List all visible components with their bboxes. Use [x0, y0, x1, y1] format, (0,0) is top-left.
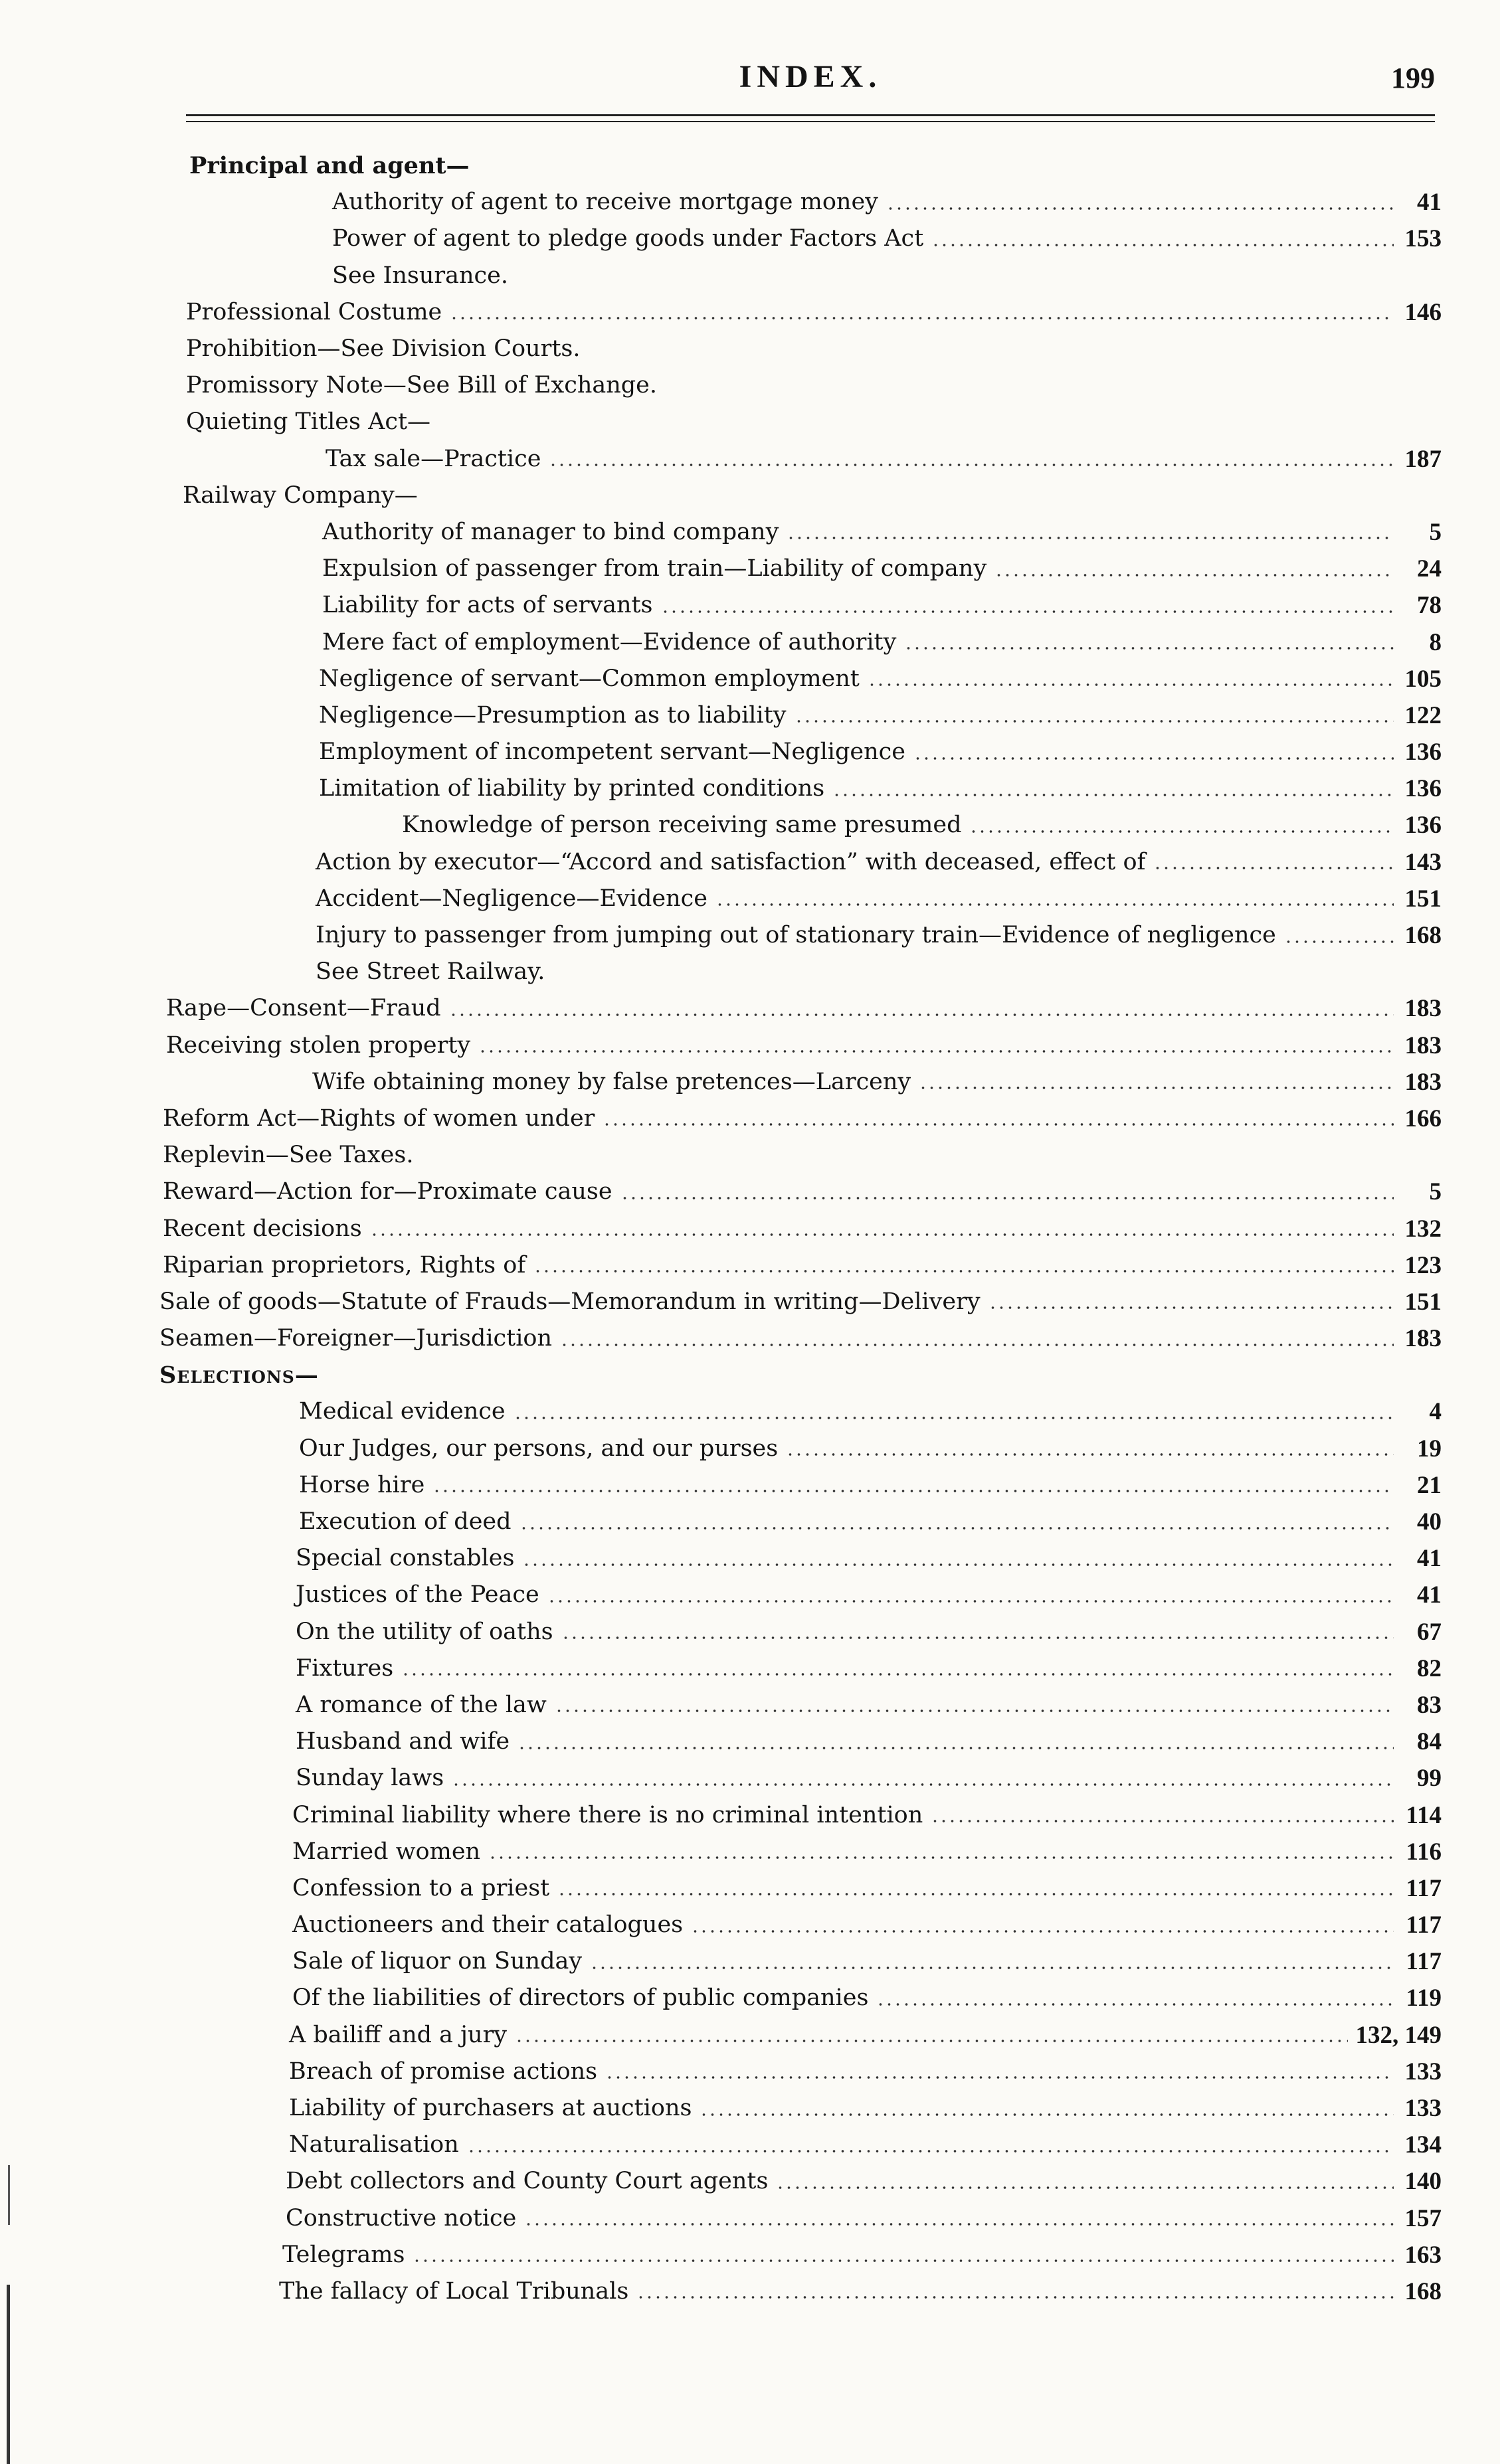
entry-page-number: 82: [1417, 1654, 1442, 1682]
entry-text: Railway Company—: [183, 482, 418, 509]
index-entry: [159, 1540, 1442, 1577]
index-entry: [159, 1614, 1442, 1650]
entry-page-number: 83: [1417, 1691, 1442, 1719]
entry-page-number: 146: [1404, 298, 1442, 326]
dot-leader: [795, 719, 1394, 723]
index-entry: [159, 917, 1442, 954]
entry-text: Rape—Consent—Fraud: [166, 995, 441, 1022]
index-entry: [159, 1320, 1442, 1357]
entry-text: Recent decisions: [163, 1215, 362, 1242]
index-entry: [159, 1393, 1442, 1430]
entry-text: Husband and wife: [296, 1728, 510, 1755]
dot-leader: [931, 1819, 1394, 1823]
entry-page-number: 21: [1417, 1471, 1442, 1499]
entry-text: Professional Costume: [186, 298, 442, 325]
entry-text: The fallacy of Local Tribunals: [279, 2277, 629, 2305]
entry-page-number: 114: [1406, 1801, 1442, 1829]
index-entry: [159, 990, 1442, 1027]
index-entry: [159, 1247, 1442, 1284]
entry-page-number: 117: [1406, 1874, 1442, 1902]
dot-leader: [636, 2295, 1394, 2299]
page-header: [186, 58, 1435, 105]
entry-text: Medical evidence: [299, 1398, 506, 1425]
dot-leader: [919, 1086, 1394, 1090]
entry-text: Negligence of servant—Common employment: [319, 665, 860, 692]
entry-text: Justices of the Peace: [296, 1581, 539, 1609]
entry-text: Liability for acts of servants: [322, 592, 653, 619]
dot-leader: [786, 1452, 1394, 1456]
entry-text: Horse hire: [299, 1471, 425, 1498]
index-entry: [159, 1797, 1442, 1833]
index-entry: [159, 661, 1442, 697]
dot-leader: [913, 756, 1394, 760]
dot-leader: [432, 1489, 1394, 1493]
entry-page-number: 4: [1429, 1398, 1442, 1426]
dot-leader: [661, 610, 1394, 614]
index-entry: [159, 770, 1442, 807]
entry-page-number: 183: [1404, 995, 1442, 1023]
dot-leader: [868, 683, 1394, 687]
entry-page-number: 134: [1404, 2131, 1442, 2159]
dot-leader: [549, 463, 1394, 467]
entry-page-number: 136: [1404, 739, 1442, 766]
entry-text: A bailiff and a jury: [289, 2021, 508, 2048]
entry-text: Seamen—Foreigner—Jurisdiction: [159, 1325, 553, 1352]
entry-text: Accident—Negligence—Evidence: [316, 885, 707, 912]
entry-page-number: 123: [1404, 1251, 1442, 1279]
index-entry: [159, 697, 1442, 734]
dot-leader: [413, 2259, 1394, 2263]
entry-text: Execution of deed: [299, 1508, 512, 1536]
index-entry: [159, 441, 1442, 478]
index-entry: [159, 2163, 1442, 2200]
dot-leader: [517, 1746, 1394, 1750]
entry-page-number: 41: [1417, 189, 1442, 217]
entry-text: Sale of liquor on Sunday: [292, 1948, 583, 1975]
index-entry: [159, 1137, 1442, 1174]
entry-page-number: 67: [1417, 1618, 1442, 1646]
dot-leader: [776, 2186, 1394, 2190]
index-entry: [159, 2054, 1442, 2090]
dot-leader: [1284, 940, 1394, 944]
entry-text: Criminal liability where there is no criminal intention: [292, 1801, 923, 1828]
entry-text: Special constables: [296, 1545, 515, 1572]
entry-page-number: 163: [1404, 2241, 1442, 2269]
index-entry: [159, 1723, 1442, 1760]
dot-leader: [787, 536, 1394, 540]
entry-text: Injury to passenger from jumping out of stationary train—Evidence of negligence: [316, 922, 1276, 949]
index-entry: [159, 147, 1442, 184]
index-entry: [159, 881, 1442, 917]
index-entry: [159, 1907, 1442, 1943]
index-entry: [159, 2017, 1442, 2054]
entry-page-number: 153: [1404, 225, 1442, 253]
dot-leader: [1153, 866, 1394, 870]
index-entry: [159, 1870, 1442, 1907]
dot-leader: [547, 1599, 1394, 1603]
index-entry: [159, 404, 1442, 440]
dot-leader: [524, 2222, 1394, 2226]
entry-page-number: 116: [1406, 1838, 1442, 1866]
dot-leader: [467, 2149, 1394, 2153]
index-entry: [159, 1431, 1442, 1467]
dot-leader: [557, 1892, 1394, 1896]
index-entry: [159, 220, 1442, 257]
entry-text: Promissory Note—See Bill of Exchange.: [186, 372, 658, 399]
dot-leader: [969, 830, 1394, 834]
dot-leader: [560, 1343, 1394, 1347]
entry-text: Debt collectors and County Court agents: [286, 2168, 769, 2195]
entry-page-number: 183: [1404, 1031, 1442, 1059]
entry-text: See Insurance.: [332, 262, 508, 289]
index-entry: [159, 1980, 1442, 2016]
entry-text: Receiving stolen property: [166, 1031, 471, 1059]
index-entry: [159, 587, 1442, 624]
entry-page-number: 41: [1417, 1581, 1442, 1609]
entry-page-number: 40: [1417, 1508, 1442, 1536]
entry-page-number: 117: [1406, 1948, 1442, 1976]
entry-text: Employment of incompetent servant—Negligence: [319, 739, 905, 766]
entry-text: Our Judges, our persons, and our purses: [299, 1435, 779, 1462]
index-entry: [159, 2127, 1442, 2163]
dot-leader: [401, 1672, 1394, 1676]
dot-leader: [449, 1013, 1394, 1017]
entry-page-number: 99: [1417, 1765, 1442, 1793]
entry-page-number: 41: [1417, 1545, 1442, 1573]
dot-leader: [519, 1526, 1394, 1530]
dot-leader: [590, 1966, 1394, 1970]
entry-text: Sunday laws: [296, 1765, 444, 1792]
dot-leader: [691, 1929, 1394, 1933]
index-entry: [159, 1687, 1442, 1723]
entry-text: Selections—: [159, 1362, 319, 1389]
index-entry: [159, 184, 1442, 220]
header-rule-bottom: [186, 121, 1435, 122]
entry-page-number: 133: [1404, 2095, 1442, 2123]
dot-leader: [478, 1049, 1394, 1053]
entry-page-number: 105: [1404, 665, 1442, 693]
entry-text: Principal and agent—: [189, 152, 470, 180]
index-entry: [159, 294, 1442, 331]
entry-text: Reform Act—Rights of women under: [163, 1104, 595, 1132]
entry-page-number: 5: [1429, 518, 1442, 546]
dot-leader: [715, 903, 1394, 907]
dot-leader: [876, 2002, 1394, 2006]
entry-page-number: 166: [1404, 1104, 1442, 1132]
entry-page-number: 143: [1404, 848, 1442, 876]
page-title: INDEX.: [739, 59, 882, 94]
index-entry: [159, 1504, 1442, 1540]
index-entry: [159, 2200, 1442, 2237]
entry-text: Constructive notice: [286, 2204, 517, 2232]
entry-text: Expulsion of passenger from train—Liability of company: [322, 555, 987, 582]
page-number: 199: [1391, 62, 1435, 94]
entry-text: On the utility of oaths: [296, 1618, 553, 1645]
index-entry: [159, 2237, 1442, 2273]
dot-leader: [488, 1856, 1394, 1860]
index-entry: [159, 1100, 1442, 1137]
index-entry: [159, 1357, 1442, 1393]
entry-text: Telegrams: [282, 2241, 405, 2268]
entry-text: Naturalisation: [289, 2131, 459, 2158]
index-entry: [159, 2090, 1442, 2127]
entry-text: Riparian proprietors, Rights of: [163, 1251, 526, 1278]
dot-leader: [452, 1783, 1394, 1787]
index-entry: [159, 2273, 1442, 2310]
entry-text: Confession to a priest: [292, 1874, 550, 1901]
dot-leader: [988, 1306, 1394, 1310]
entry-text: Authority of manager to bind company: [322, 518, 779, 545]
dot-leader: [931, 243, 1394, 247]
margin-scan-mark: [8, 2165, 10, 2225]
entry-text: Wife obtaining money by false pretences—Larceny: [312, 1068, 911, 1095]
entry-page-number: 132, 149: [1355, 2021, 1442, 2049]
header-rule-top: [186, 114, 1435, 116]
entry-text: Sale of goods—Statute of Frauds—Memorandum in writing—Delivery: [159, 1288, 981, 1315]
entry-page-number: 183: [1404, 1325, 1442, 1353]
entry-text: Replevin—See Taxes.: [163, 1142, 414, 1169]
index-entry: [159, 1467, 1442, 1504]
entry-text: A romance of the law: [296, 1691, 547, 1718]
entry-text: Tax sale—Practice: [326, 445, 541, 472]
index-entry: [159, 1760, 1442, 1797]
entry-page-number: 8: [1429, 628, 1442, 656]
dot-leader: [370, 1233, 1394, 1237]
entry-page-number: 140: [1404, 2168, 1442, 2196]
index-entry: [159, 367, 1442, 404]
index-entry: [159, 1064, 1442, 1100]
index-entry: [159, 514, 1442, 551]
dot-leader: [904, 646, 1394, 650]
dot-leader: [603, 1122, 1394, 1126]
dot-leader: [620, 1196, 1394, 1200]
margin-scan-edge: [7, 2285, 10, 2464]
entry-page-number: 78: [1417, 592, 1442, 620]
entry-text: Limitation of liability by printed conditions: [319, 775, 825, 802]
entry-text: Auctioneers and their catalogues: [292, 1911, 684, 1939]
entry-text: Authority of agent to receive mortgage money: [332, 189, 878, 216]
index-entry: [159, 624, 1442, 660]
dot-leader: [700, 2113, 1394, 2117]
entry-text: Reward—Action for—Proximate cause: [163, 1178, 612, 1205]
index-entry: [159, 1834, 1442, 1870]
entry-page-number: 122: [1404, 701, 1442, 729]
entry-page-number: 151: [1404, 1288, 1442, 1316]
entry-page-number: 117: [1406, 1911, 1442, 1939]
entry-page-number: 136: [1404, 812, 1442, 839]
entry-text: Power of agent to pledge goods under Factors Act: [332, 225, 924, 252]
index-entry: [159, 1284, 1442, 1320]
entry-page-number: 136: [1404, 775, 1442, 803]
entry-text: Breach of promise actions: [289, 2058, 598, 2085]
entry-text: Liability of purchasers at auctions: [289, 2095, 692, 2122]
index-entry: [159, 954, 1442, 990]
dot-leader: [515, 2039, 1347, 2043]
entry-page-number: 151: [1404, 885, 1442, 913]
index-entry: [159, 1650, 1442, 1687]
index-entry: [159, 478, 1442, 514]
dot-leader: [994, 573, 1394, 577]
index-entry: [159, 551, 1442, 587]
index-entry: [159, 844, 1442, 881]
index-entry: [159, 807, 1442, 843]
entry-page-number: 19: [1417, 1435, 1442, 1462]
dot-leader: [533, 1269, 1394, 1273]
entry-text: Married women: [292, 1838, 481, 1865]
entry-page-number: 5: [1429, 1178, 1442, 1206]
index-entry: [159, 734, 1442, 770]
dot-leader: [886, 207, 1394, 211]
entry-text: Of the liabilities of directors of public companies: [292, 1984, 869, 2012]
entry-page-number: 119: [1406, 1984, 1442, 2012]
entry-page-number: 24: [1417, 555, 1442, 583]
dot-leader: [514, 1416, 1394, 1420]
entry-page-number: 157: [1404, 2204, 1442, 2232]
entry-text: Fixtures: [296, 1654, 394, 1682]
entry-page-number: 187: [1404, 445, 1442, 473]
entry-page-number: 168: [1404, 922, 1442, 950]
dot-leader: [555, 1709, 1394, 1713]
entry-page-number: 84: [1417, 1728, 1442, 1756]
index-entry: [159, 1577, 1442, 1613]
entry-text: Quieting Titles Act—: [186, 408, 431, 436]
dot-leader: [450, 316, 1394, 320]
dot-leader: [522, 1563, 1394, 1567]
index-entry: [159, 1174, 1442, 1210]
index-entry: [159, 331, 1442, 367]
entry-page-number: 183: [1404, 1068, 1442, 1096]
dot-leader: [605, 2075, 1394, 2079]
entry-text: Knowledge of person receiving same presumed: [402, 812, 962, 839]
entry-text: Negligence—Presumption as to liability: [319, 701, 787, 729]
entry-text: Action by executor—“Accord and satisfaction” with deceased, effect of: [316, 848, 1146, 875]
dot-leader: [832, 793, 1394, 797]
index-entry: [159, 1027, 1442, 1064]
entry-page-number: 133: [1404, 2058, 1442, 2085]
entry-text: See Street Railway.: [316, 958, 545, 986]
entry-text: Mere fact of employment—Evidence of authority: [322, 628, 897, 656]
entry-page-number: 132: [1404, 1215, 1442, 1243]
entry-page-number: 168: [1404, 2277, 1442, 2305]
dot-leader: [561, 1636, 1394, 1640]
entry-text: Prohibition—See Division Courts.: [186, 335, 581, 363]
index-entry: [159, 1943, 1442, 1980]
index-entry: [159, 1210, 1442, 1247]
index-entry: [159, 258, 1442, 294]
index-entries: [159, 147, 1442, 2310]
